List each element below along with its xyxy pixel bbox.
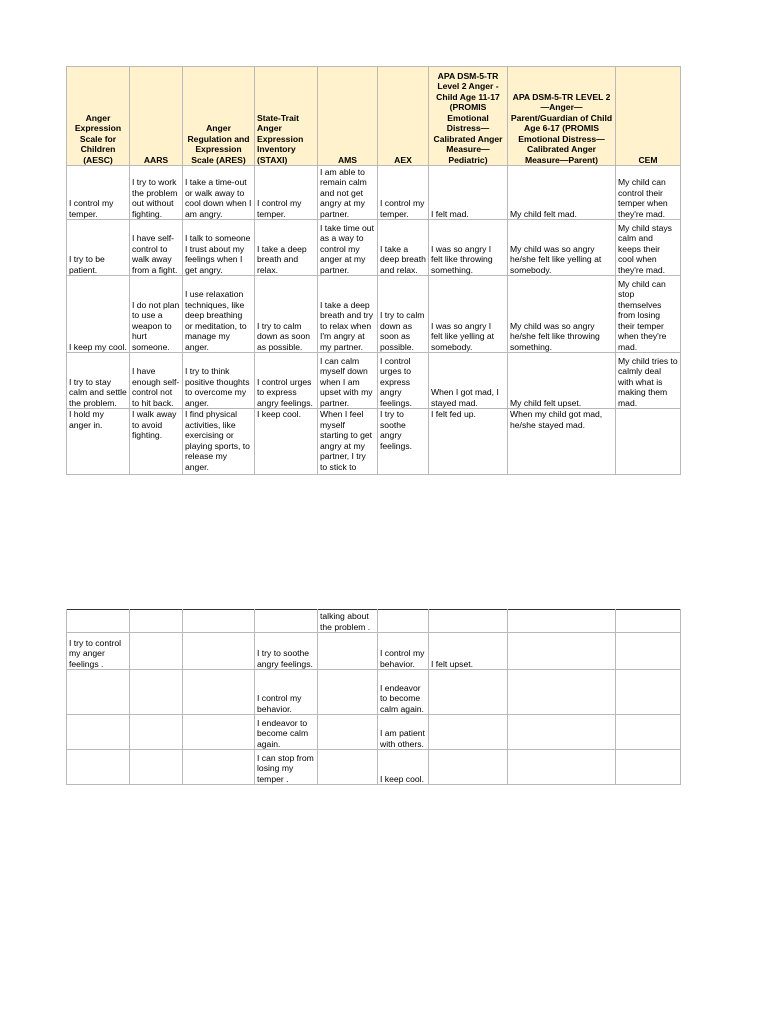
table-cell: I am patient with others. <box>378 715 429 750</box>
table-cell: When I got mad, I stayed mad. <box>429 353 508 409</box>
table-cell: I do not plan to use a weapon to hurt someone. <box>130 276 183 353</box>
table-cell <box>429 715 508 750</box>
anger-measures-table-continued <box>66 609 681 785</box>
table-cell: talking about the problem . <box>318 610 378 633</box>
table-row <box>67 353 681 409</box>
table-cell: I try to work the problem out without fighting. <box>130 166 183 220</box>
table-cell: I try to calm down as soon as possible. <box>378 276 429 353</box>
header-row <box>67 67 681 166</box>
table-cell <box>616 750 681 785</box>
table-cell: I try to calm down as soon as possible. <box>255 276 318 353</box>
table-cell <box>508 633 616 670</box>
table-cell: I have enough self-control not to hit back. <box>130 353 183 409</box>
table-cell: I can calm myself down when I am upset with my partner. <box>318 353 378 409</box>
table-row <box>67 633 681 670</box>
table-cell: I control urges to express angry feelings. <box>255 353 318 409</box>
table-cell: I can stop from losing my temper . <box>255 750 318 785</box>
table-cell: I felt mad. <box>429 166 508 220</box>
table-cell <box>429 610 508 633</box>
table-cell <box>508 670 616 715</box>
table-cell: I was so angry I felt like throwing something. <box>429 220 508 276</box>
table-cell: I control my temper. <box>255 166 318 220</box>
header-cell: CEM <box>616 67 681 166</box>
table-cell <box>130 715 183 750</box>
table-cell: I try to stay calm and settle the problem. <box>67 353 130 409</box>
table-cell: I am able to remain calm and not get angry at my partner. <box>318 166 378 220</box>
table-row <box>67 276 681 353</box>
table-cell: When I feel myself starting to get angry at my partner, I try to stick to <box>318 409 378 475</box>
table-cell: I try to think positive thoughts to overcome my anger. <box>183 353 255 409</box>
table-cell: I have self-control to walk away from a fight. <box>130 220 183 276</box>
table-cell: I endeavor to become calm again. <box>255 715 318 750</box>
table-cell <box>183 715 255 750</box>
table-cell: I walk away to avoid fighting. <box>130 409 183 475</box>
table-cell: I keep cool. <box>255 409 318 475</box>
table-cell: I take time out as a way to control my anger at my partner. <box>318 220 378 276</box>
table-cell <box>67 750 130 785</box>
table-cell: I control my behavior. <box>255 670 318 715</box>
table-cell: My child tries to calmly deal with what is making them mad. <box>616 353 681 409</box>
table-cell: I try to be patient. <box>67 220 130 276</box>
table-cell: I take a deep breath and try to relax when I'm angry at my partner. <box>318 276 378 353</box>
table-cell <box>255 610 318 633</box>
table-cell <box>183 633 255 670</box>
table-cell <box>429 750 508 785</box>
table-cell <box>616 715 681 750</box>
table-row <box>67 409 681 475</box>
table-cell: My child can control their temper when they're mad. <box>616 166 681 220</box>
table-cell: I keep cool. <box>378 750 429 785</box>
table-cell <box>318 633 378 670</box>
table-row <box>67 220 681 276</box>
table-row <box>67 715 681 750</box>
table-cell <box>508 750 616 785</box>
table-row <box>67 750 681 785</box>
table-cell <box>508 610 616 633</box>
table-cell: I keep my cool. <box>67 276 130 353</box>
table-cell: I felt upset. <box>429 633 508 670</box>
header-cell: AARS <box>130 67 183 166</box>
header-cell: Anger Regulation and Expression Scale (ARES) <box>183 67 255 166</box>
table-cell: My child stays calm and keeps their cool when they're mad. <box>616 220 681 276</box>
table-cell: My child was so angry he/she felt like yelling at somebody. <box>508 220 616 276</box>
table-cell: I control my behavior. <box>378 633 429 670</box>
header-cell: AMS <box>318 67 378 166</box>
header-cell: State-Trait Anger Expression Inventory (STAXI) <box>255 67 318 166</box>
table-cell: I hold my anger in. <box>67 409 130 475</box>
table-cell: I control urges to express angry feelings. <box>378 353 429 409</box>
table-cell <box>130 750 183 785</box>
table-cell <box>67 715 130 750</box>
table-cell <box>378 610 429 633</box>
table-cell: I find physical activities, like exercising or playing sports, to release my anger. <box>183 409 255 475</box>
anger-measures-table <box>66 66 681 475</box>
table-cell: I try to soothe angry feelings. <box>378 409 429 475</box>
table-cell <box>183 610 255 633</box>
table-cell: I use relaxation techniques, like deep breathing or meditation, to manage my anger. <box>183 276 255 353</box>
table-cell <box>130 633 183 670</box>
table-cell: My child felt upset. <box>508 353 616 409</box>
table-cell <box>67 670 130 715</box>
table-cell <box>318 670 378 715</box>
table-cell <box>616 409 681 475</box>
table-cell: I was so angry I felt like yelling at somebody. <box>429 276 508 353</box>
table-row <box>67 670 681 715</box>
header-cell: APA DSM-5-TR LEVEL 2—Anger—Parent/Guardian of Child Age 6-17 (PROMIS Emotional Distress—Calibrated Anger Measure—Parent) <box>508 67 616 166</box>
table-cell: I control my temper. <box>378 166 429 220</box>
table-cell: My child can stop themselves from losing their temper when they're mad. <box>616 276 681 353</box>
header-cell: AEX <box>378 67 429 166</box>
table-row <box>67 166 681 220</box>
table-cell: I take a deep breath and relax. <box>378 220 429 276</box>
table-cell <box>130 670 183 715</box>
header-cell: Anger Expression Scale for Children (AESC) <box>67 67 130 166</box>
table-cell <box>429 670 508 715</box>
header-cell: APA DSM-5-TR Level 2 Anger - Child Age 11-17 (PROMIS Emotional Distress—Calibrated Anger Measure—Pediatric) <box>429 67 508 166</box>
table-cell <box>616 610 681 633</box>
table-cell <box>508 715 616 750</box>
table-cell <box>616 633 681 670</box>
table-cell: I take a time-out or walk away to cool down when I am angry. <box>183 166 255 220</box>
table-cell <box>183 750 255 785</box>
table-cell <box>183 670 255 715</box>
table-cell <box>318 750 378 785</box>
table-cell <box>616 670 681 715</box>
table-cell: My child felt mad. <box>508 166 616 220</box>
table-row <box>67 610 681 633</box>
table-cell: I take a deep breath and relax. <box>255 220 318 276</box>
table-cell: I felt fed up. <box>429 409 508 475</box>
table-cell: My child was so angry he/she felt like throwing something. <box>508 276 616 353</box>
table-cell <box>318 715 378 750</box>
table-cell <box>130 610 183 633</box>
table-cell <box>67 610 130 633</box>
table-cell: When my child got mad, he/she stayed mad. <box>508 409 616 475</box>
table-cell: I endeavor to become calm again. <box>378 670 429 715</box>
table-cell: I try to soothe angry feelings. <box>255 633 318 670</box>
table-cell: I control my temper. <box>67 166 130 220</box>
table-cell: I try to control my anger feelings . <box>67 633 130 670</box>
table-cell: I talk to someone I trust about my feelings when I get angry. <box>183 220 255 276</box>
